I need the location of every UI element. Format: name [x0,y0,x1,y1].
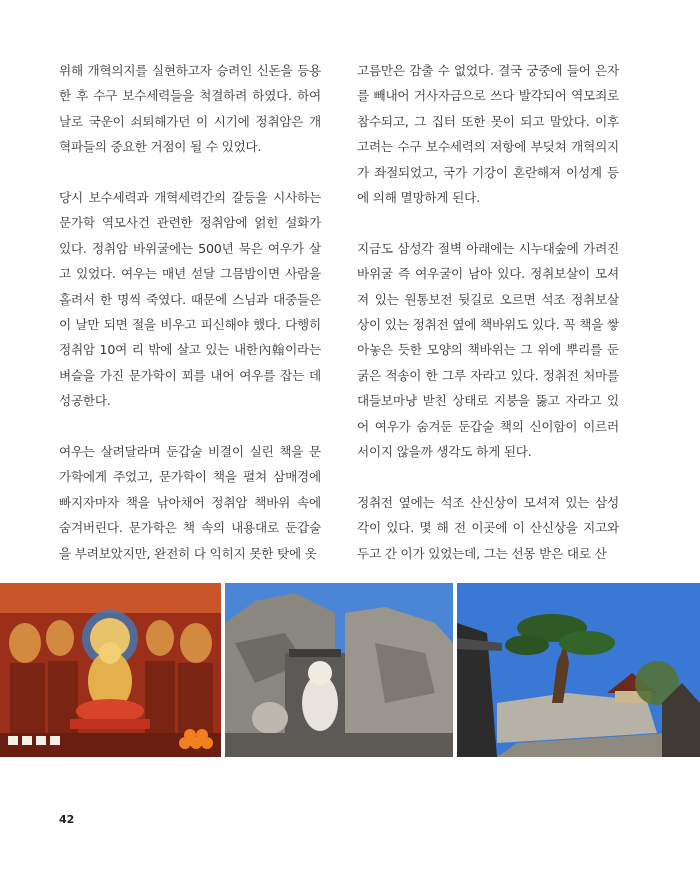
altar-buddha-photo [0,583,221,757]
page-number: 42 [59,813,75,826]
pine-tree-rock-photo [457,583,700,757]
left-text-column [59,58,321,566]
paragraph: 정취전 옆에는 석조 산신상이 모셔져 있는 삼성각이 있다. 몇 해 전 이곳에 이 산신상을 지고와 두고 간 이가 있었는데, 그는 선몽 받은 대로 산 [357,494,619,561]
paragraph: 고름만은 감출 수 없었다. 결국 궁중에 들어 은자를 빼내어 거사자금으로 쓰다 발각되어 역모죄로 참수되고, 그 집터 또한 못이 되고 말았다. 이후 고려는 수구 보수세력의 저항에 부딪쳐 개혁의지가 좌절되었고, 국가 기강이 혼란해져 이성계 등에 의해 멸망하게 된다. [357,63,619,206]
paragraph: 당시 보수세력과 개혁세력간의 갈등을 시사하는 문가학 역모사건 관련한 정취암에 얽힌 설화가 있다. 정취암 바위굴에는 500년 묵은 여우가 살고 있었다. 여우는 매년 섣달 그믐밤이면 사람을 홀려서 한 명씩 죽였다. 때문에 스님과 대중들은 이 날만 되면 절을 비우고 피신해야 했다. 다행히 정취암 10여 리 밖에 살고 있는 내한內翰이라는 벼슬을 가진 문가학이 꾀를 내어 여우를 잡는 데 성공한다. [59,190,321,409]
paragraph: 위해 개혁의지를 실현하고자 승려인 신돈을 등용한 후 수구 보수세력들을 척결하려 하였다. 하여 날로 국운이 쇠퇴해가던 이 시기에 정취암은 개혁파들의 중요한 거점이 될 수 있었다. [59,63,321,155]
stone-shrine-photo [225,583,453,757]
right-text-column [357,58,619,566]
photo-strip [0,583,700,757]
paragraph: 지금도 삼성각 절벽 아래에는 시누대숲에 가려진 바위굴 즉 여우굴이 남아 있다. 정취보살이 모셔져 있는 원통보전 뒷길로 오르면 석조 정취보살상이 있는 정취전 옆에 책바위도 있다. 꼭 책을 쌓아놓은 듯한 모양의 책바위는 그 위에 뿌리를 둔 굵은 적송이 한 그루 자라고 있다. 정취전 처마를 대들보마냥 받친 상태로 지붕을 뚫고 자라고 있어 여우가 숨겨둔 둔갑술 책의 신이함이 이르러서이지 않을까 생각도 하게 된다. [357,240,619,460]
paragraph: 여우는 살려달라며 둔갑술 비결이 실린 책을 문가학에게 주었고, 문가학이 책을 펼쳐 삼매경에 빠지자마자 책을 낚아채어 정취암 책바위 속에 숨겨버린다. 문가학은 책 속의 내용대로 둔갑술을 부려보았지만, 완전히 다 익히지 못한 탓에 옷 [59,444,321,561]
